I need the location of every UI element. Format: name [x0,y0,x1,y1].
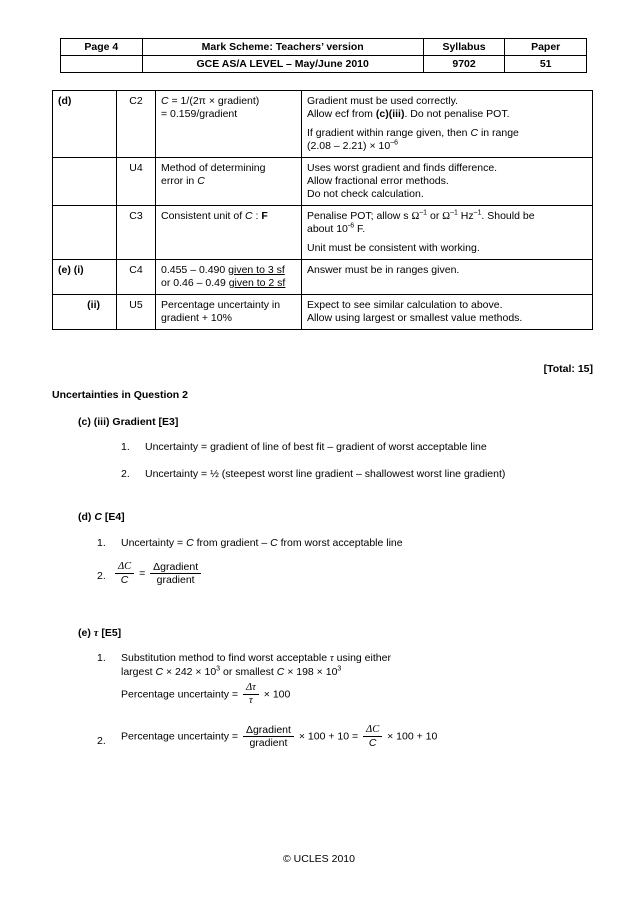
part-label [53,158,117,206]
guidance-text: Hz [457,210,474,222]
fraction-numerator: Δgradient [150,561,201,574]
guidance-text: Allow ecf from [307,108,376,120]
symbol: C [245,210,253,222]
fraction-numerator: Δτ [243,682,259,695]
fraction-denominator: C [368,737,377,749]
list-item: Uncertainty = gradient of line of best fit – gradient of worst acceptable line [145,441,487,453]
part-label [53,206,117,260]
subsection-heading: (d) C [E4] [78,511,125,523]
total-marks: [Total: 15] [543,363,593,375]
guidance [302,158,593,206]
symbol: C [470,127,479,139]
answer-text: given to 2 sf [228,277,286,289]
subsection-heading: (c) (iii) Gradient [E3] [78,416,179,428]
guidance-text: or [427,210,443,222]
answer-text: Method of determining [161,162,266,174]
syllabus-code: 9702 [423,56,505,73]
answer-text: : [252,210,262,222]
list-item: Percentage uncertainty = $\frac{\text{Δgradient}}{\text{gradient}}$ × 100 + 10 = $\frac{\Delta C}{C}$ × 100 + 10 [121,724,438,749]
expected-answer [156,206,302,260]
ohm-symbol: Ω [442,211,451,222]
guidance-text: . Do not penalise POT. [404,108,510,120]
paper-label: Paper [505,39,587,56]
guidance-text: Allow using largest or smallest value methods. [307,312,523,324]
equals-sign: = [139,567,146,580]
answer-text: = 0.159/gradient [161,108,238,120]
guidance-text: (2.08 – 2.21) × 10 [307,140,391,152]
symbol: C [197,175,205,187]
table-row [53,91,593,158]
guidance-ref: (c)(iii) [375,108,405,120]
answer-text: error in [161,175,198,187]
header-blank [61,56,143,73]
fraction-denominator: τ [249,695,253,706]
syllabus-label: Syllabus [423,39,505,56]
list-item: Percentage uncertainty = $\frac{\Delta\tau}{\tau}$ × 100 [121,682,291,706]
fraction-denominator: gradient [249,737,288,749]
mark-code: C2 [117,91,156,158]
expected-answer [156,158,302,206]
footer-copyright: © UCLES 2010 [283,853,355,865]
guidance-text: . Should be [481,210,535,222]
exponent: –6 [390,139,398,147]
guidance-text: Answer must be in ranges given. [307,264,460,276]
paper-number: 51 [505,56,587,73]
part-label: (e) (i) [53,260,117,295]
answer-text: Consistent unit of [161,210,246,222]
mark-code: C4 [117,260,156,295]
guidance [302,295,593,330]
list-number: 2. [97,735,106,747]
subsection-heading: (e) τ [E5] [78,627,122,639]
list-item: Uncertainty = C from gradient – C from worst acceptable line [121,537,403,549]
guidance [302,91,593,158]
answer-text: gradient + 10% [161,312,232,324]
fraction-numerator: ΔC [363,724,382,737]
mark-scheme-table [52,90,593,330]
mark-code: U5 [117,295,156,330]
guidance [302,260,593,295]
page-number: Page 4 [61,39,143,56]
document-subtitle: GCE AS/A LEVEL – May/June 2010 [142,56,423,73]
list-number: 2. [121,468,130,480]
fraction-denominator: gradient [156,574,195,586]
exponent: -6 [347,222,355,230]
guidance-text: Gradient must be used correctly. [307,95,458,107]
list-number: 1. [97,537,106,549]
answer-text: Percentage uncertainty in [161,299,281,311]
fraction-denominator: C [120,574,129,586]
table-row [53,206,593,260]
expected-answer [156,295,302,330]
exponent: –1 [473,209,482,217]
guidance-text: Unit must be consistent with working. [307,242,480,254]
guidance-text: Do not check calculation. [307,188,424,200]
fraction-numerator: ΔC [115,561,134,574]
mark-code: U4 [117,158,156,206]
list-number: 1. [97,652,106,664]
table-row [53,295,593,330]
table-row [53,158,593,206]
list-item: largest $C \times 242 \times 10^3$ or smallest $C \times 198 \times 10^3$ [121,665,342,678]
list-number: 2. [97,570,106,582]
answer-text: given to 3 sf [228,264,285,276]
guidance-text: F. [354,223,366,235]
answer-text: 0.455 – 0.490 [161,264,229,276]
fraction-equation [113,561,203,586]
symbol: C [161,95,169,107]
part-label: (d) [53,91,117,158]
guidance [302,206,593,260]
expected-answer [156,91,302,158]
section-heading: Uncertainties in Question 2 [52,389,188,401]
exponent: –1 [419,209,428,217]
guidance-text: Expect to see similar calculation to above. [307,299,503,311]
answer-text: or 0.46 – 0.49 [161,277,229,289]
list-item: Uncertainty = ½ (steepest worst line gradient – shallowest worst line gradient) [145,468,506,480]
table-row [53,260,593,295]
mark-code: C3 [117,206,156,260]
guidance-text: If gradient within range given, then [307,127,471,139]
list-number: 1. [121,441,130,453]
header-table [60,38,587,73]
guidance-text: about 10 [307,223,348,235]
guidance-text: Allow fractional error methods. [307,175,449,187]
list-item: Substitution method to find worst acceptable τ using either [121,652,391,664]
guidance-text: Penalise POT; allow s [307,210,412,222]
fraction-numerator: Δgradient [243,724,294,737]
guidance-text: in range [478,127,519,139]
part-label: (ii) [53,295,117,330]
ohm-symbol: Ω [411,211,420,222]
guidance-text: Uses worst gradient and finds difference. [307,162,498,174]
answer-text: = 1/(2π × gradient) [168,95,260,107]
exponent: –1 [450,209,458,217]
expected-answer [156,260,302,295]
unit: F [261,210,268,222]
document-title: Mark Scheme: Teachers’ version [142,39,423,56]
